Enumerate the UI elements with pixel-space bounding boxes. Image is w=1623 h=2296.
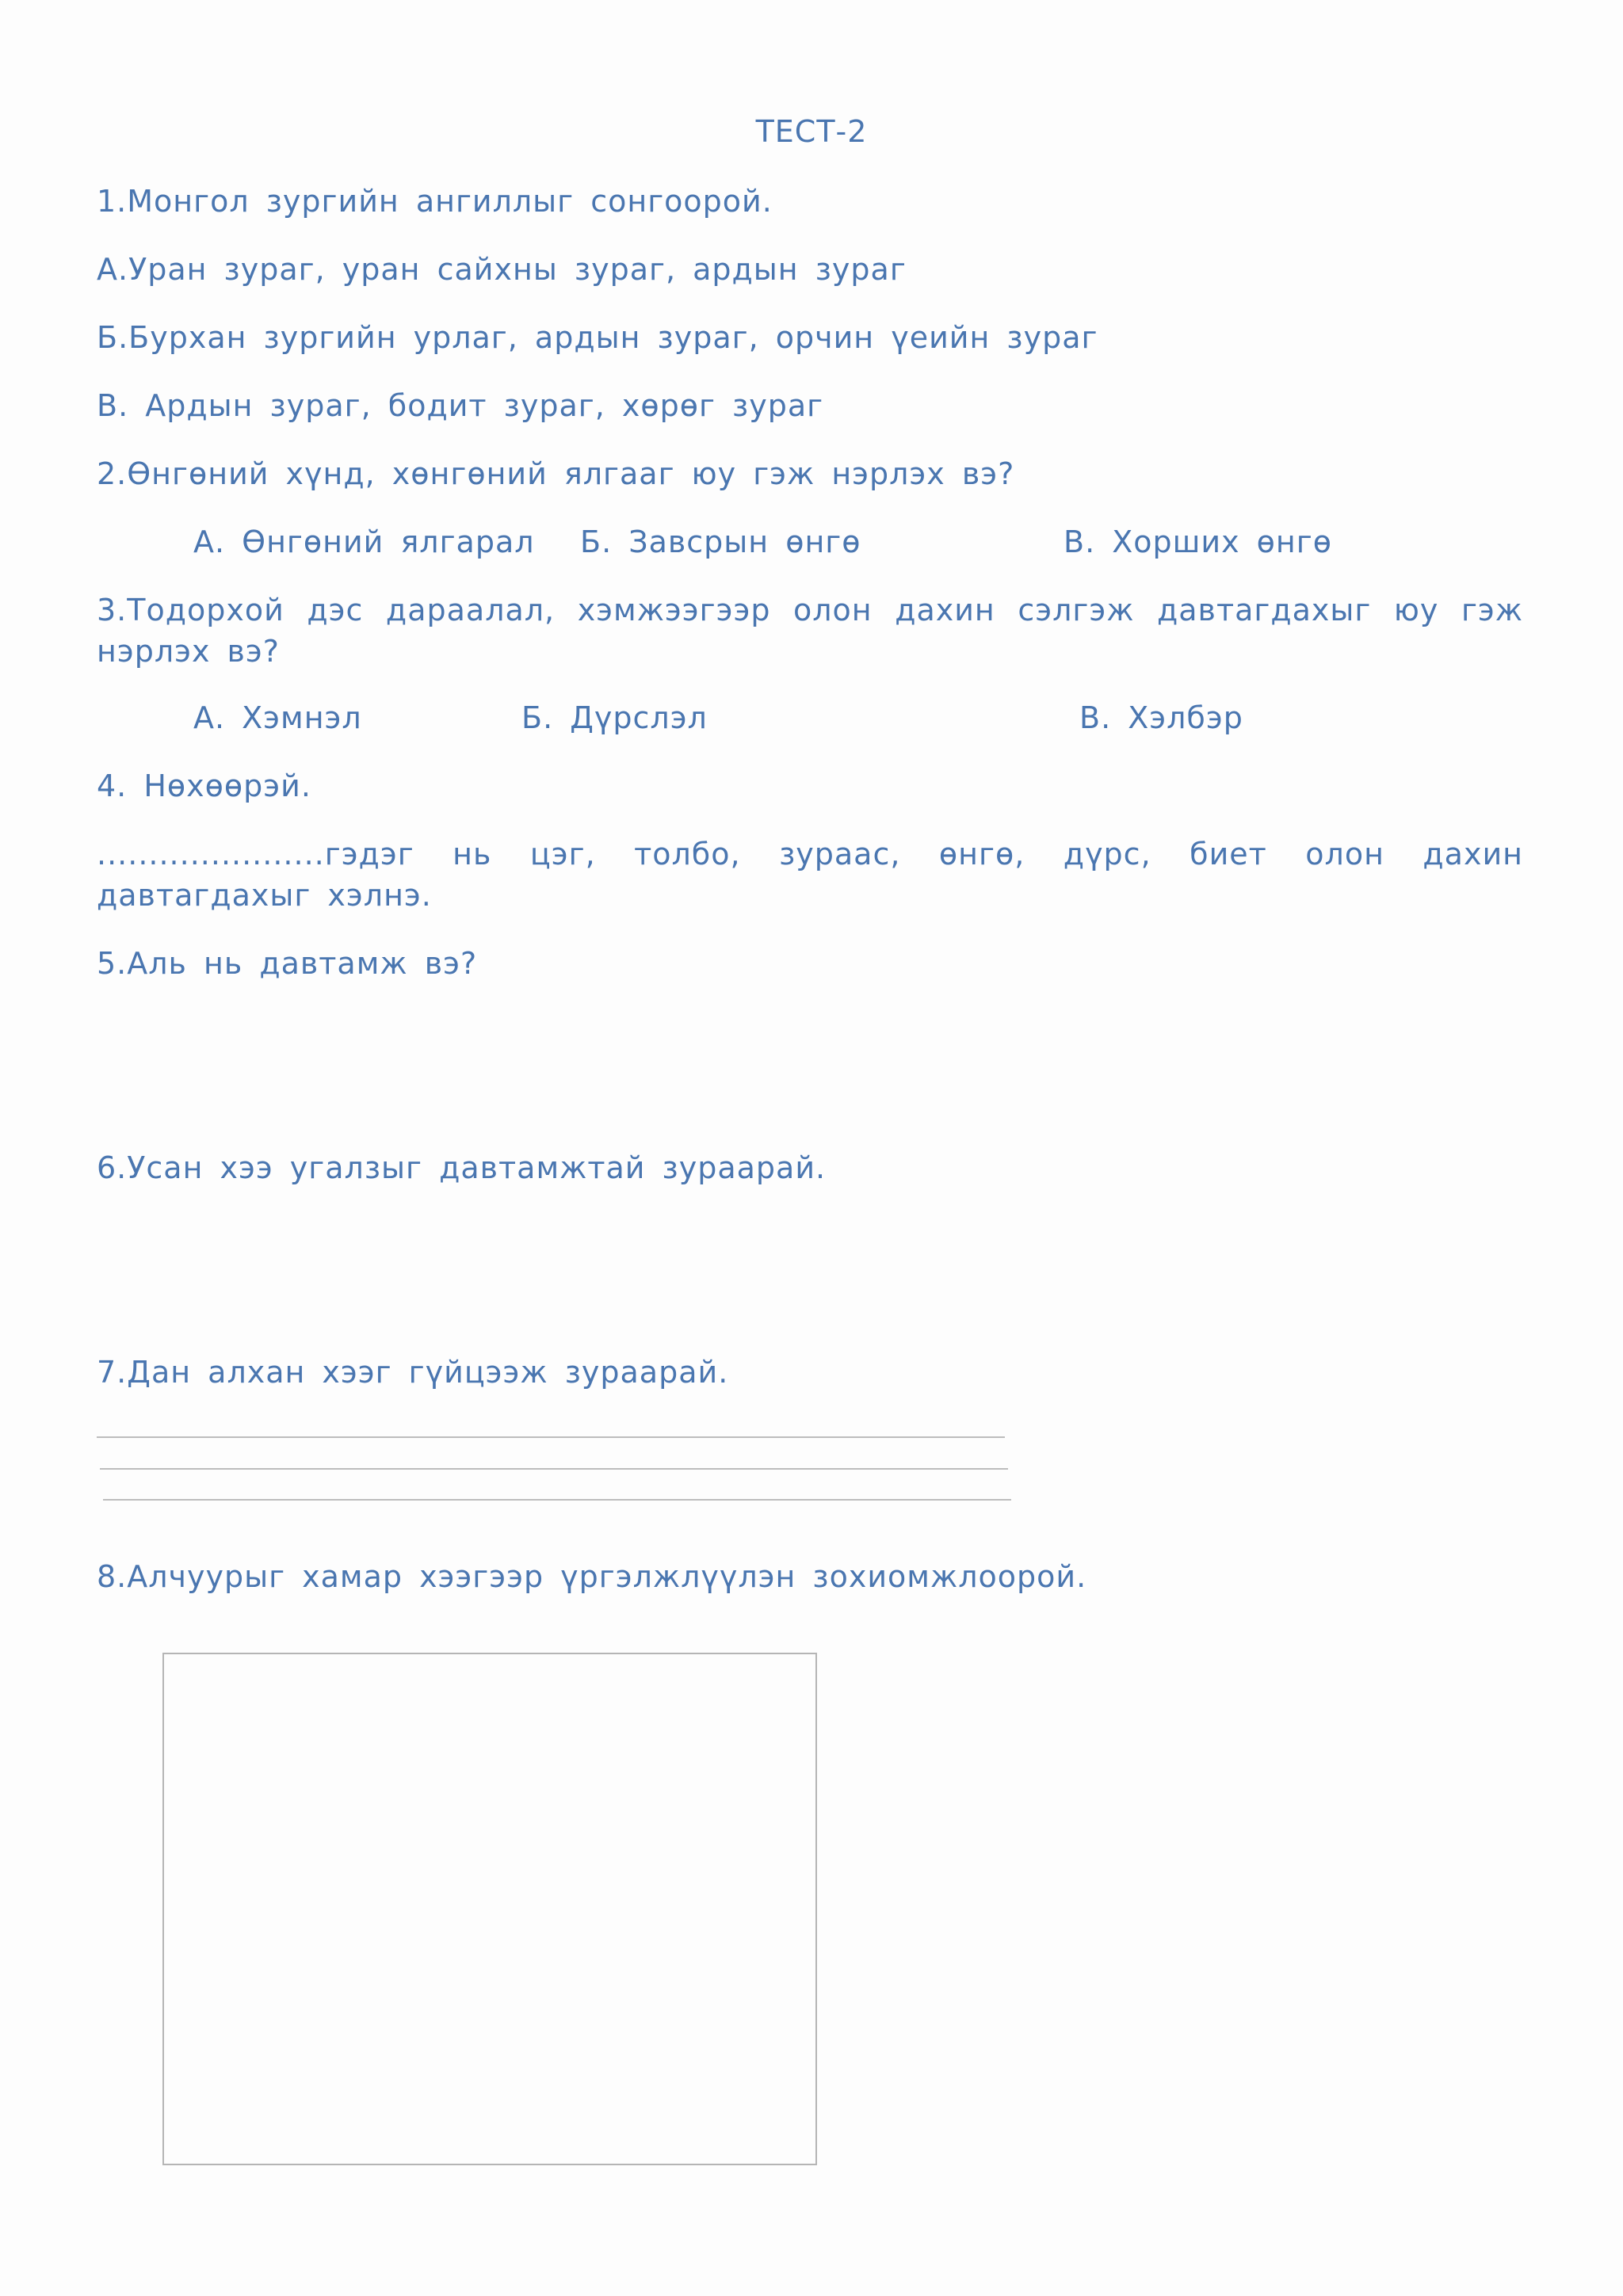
question-3-option-c: В. Хэлбэр bbox=[1079, 700, 1243, 735]
question-5: 5.Аль нь давтамж вэ? bbox=[97, 946, 478, 981]
question-3-option-b: Б. Дүрслэл bbox=[521, 700, 708, 735]
question-8: 8.Алчуурыг хамар хээгээр үргэлжлүүлэн зохиомжлоорой. bbox=[97, 1559, 1087, 1594]
drawing-box[interactable] bbox=[162, 1653, 817, 2165]
question-2: 2.Өнгөний хүнд, хөнгөний ялгааг юу гэж нэрлэх вэ? bbox=[97, 456, 1015, 491]
question-1-option-b: Б.Бурхан зургийн урлаг, ардын зураг, орчин үеийн зураг bbox=[97, 320, 1098, 355]
question-3: 3.Тодорхой дэс дараалал, хэмжээгээр олон дахин сэлгэж давтагдахыг юу гэж нэрлэх вэ? bbox=[97, 593, 1523, 669]
question-2-option-b: Б. Завсрын өнгө bbox=[580, 524, 861, 559]
drawing-line-3 bbox=[103, 1499, 1011, 1501]
page-title: ТЕСТ-2 bbox=[755, 114, 868, 149]
question-1-option-a: А.Уран зураг, уран сайхны зураг, ардын зураг bbox=[97, 252, 907, 287]
question-7: 7.Дан алхан хээг гүйцээж зураарай. bbox=[97, 1355, 729, 1390]
question-1: 1.Монгол зургийн ангиллыг сонгоорой. bbox=[97, 184, 773, 219]
question-3-option-a: А. Хэмнэл bbox=[193, 700, 362, 735]
drawing-line-1 bbox=[97, 1436, 1005, 1438]
question-2-option-c: В. Хорших өнгө bbox=[1064, 524, 1332, 559]
question-6: 6.Усан хээ угалзыг давтамжтай зураарай. bbox=[97, 1150, 827, 1185]
question-4-fill-in: ......................гэдэг нь цэг, толбо, зураас, өнгө, дүрс, биет олон дахин давтагдахыг хэлнэ. bbox=[97, 837, 1523, 913]
drawing-line-2 bbox=[100, 1468, 1008, 1470]
question-1-option-c: В. Ардын зураг, бодит зураг, хөрөг зураг bbox=[97, 388, 824, 423]
question-2-option-a: А. Өнгөний ялгарал bbox=[193, 524, 535, 559]
question-4: 4. Нөхөөрэй. bbox=[97, 769, 311, 803]
